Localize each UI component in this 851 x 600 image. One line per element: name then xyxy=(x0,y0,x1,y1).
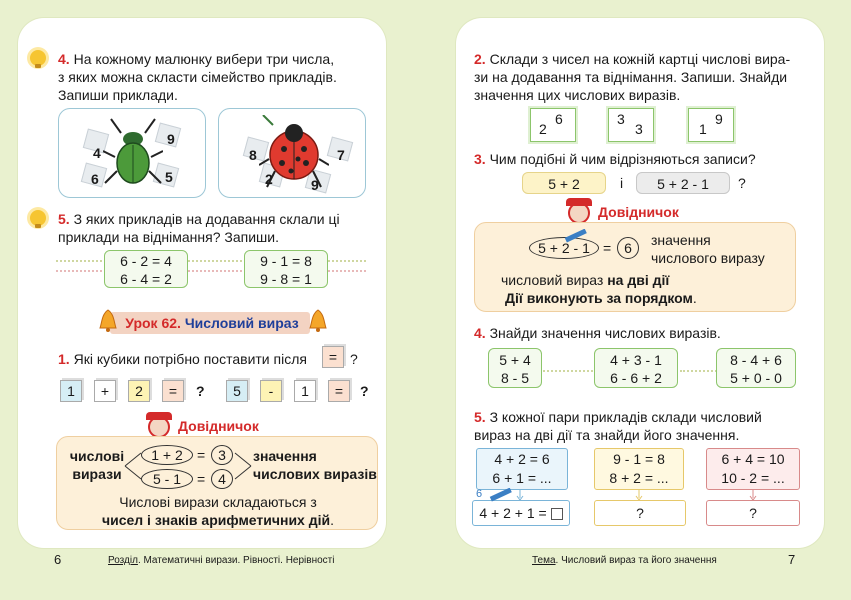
ladybug-number-3: 2 xyxy=(265,171,273,187)
number-card-2: 3 3 xyxy=(608,108,654,142)
ref-note: числовий вираз на дві дії Дії виконують за порядком. xyxy=(501,272,697,306)
expr-b: 5 + 2 - 1 xyxy=(636,172,730,194)
task4-line2: з яких можна скласти сімейство прикладів. xyxy=(58,69,337,85)
arrow-down-icon xyxy=(749,490,757,500)
arrow-down-icon xyxy=(516,490,524,500)
task3-question-mark: ? xyxy=(738,175,746,191)
task4-right-text: 4. Знайди значення числових виразів. xyxy=(474,325,721,341)
left-label: числові вирази xyxy=(69,448,125,482)
pencil-icon xyxy=(561,229,591,243)
task4-right-number: 4. xyxy=(474,325,486,341)
lightbulb-icon xyxy=(30,210,46,226)
task4-text xyxy=(58,50,378,104)
task5-right-number: 5. xyxy=(474,409,486,425)
number-card-1: 2 6 xyxy=(530,108,576,142)
ref-res: 6 xyxy=(617,237,639,259)
cube-equals: = xyxy=(322,346,344,368)
beetle-number-4: 5 xyxy=(165,169,173,185)
beetle-picture xyxy=(58,108,206,198)
reference-box-right xyxy=(474,222,796,312)
page-number-left: 6 xyxy=(54,552,62,567)
pair-2: 9 - 1 = 8 8 + 2 = ... xyxy=(594,448,684,490)
task2-text: 2. Склади з чисел на кожній картці числові вира- зи на додавання та віднімання. Запиши. Знайди значення цих числових виразів. xyxy=(474,51,791,103)
bell-icon xyxy=(308,308,328,332)
pair-1: 4 + 2 = 6 6 + 1 = ... xyxy=(476,448,568,490)
reference-box xyxy=(56,436,378,530)
answer-blank[interactable] xyxy=(551,508,563,520)
reference-title: Довідничок xyxy=(178,418,259,434)
beetle-icon xyxy=(103,117,163,191)
footer-right: Тема. Числовий вираз та його значення xyxy=(532,555,717,566)
task5-box-2: 9 - 1 = 8 9 - 8 = 1 xyxy=(244,250,328,288)
arrow-icon xyxy=(123,449,143,483)
bell-icon xyxy=(98,308,118,332)
conjunction: і xyxy=(620,175,624,191)
cube-equals-1: = xyxy=(162,380,184,402)
number-card-3: 1 9 xyxy=(688,108,734,142)
answer-3[interactable]: ? xyxy=(706,500,800,526)
res1: 3 xyxy=(211,445,233,465)
reference-title-right: Довідничок xyxy=(598,204,679,220)
lesson-name: Числовий вираз xyxy=(184,315,299,331)
page-number-right: 7 xyxy=(788,552,796,567)
eq1: = xyxy=(197,447,206,463)
task4-right-box-2: 4 + 3 - 1 6 - 6 + 2 xyxy=(594,348,678,388)
res2: 4 xyxy=(211,469,233,489)
task3-number: 3. xyxy=(474,151,486,167)
task1-question: Які кубики потрібно поставити після xyxy=(73,351,307,367)
task4-number: 4. xyxy=(58,51,70,67)
ladybug-picture xyxy=(218,108,366,198)
task5-line1: З яких прикладів на додавання склали ці xyxy=(73,211,340,227)
lesson-prefix: Урок 62. xyxy=(125,315,181,331)
right-page xyxy=(456,18,824,548)
cube-equals-2: = xyxy=(328,380,350,402)
task5-right-text: 5. З кожної пари прикладів склади числовий вираз на дві дії та знайди його значення. xyxy=(474,409,762,443)
eq2: = xyxy=(197,471,206,487)
pair-3: 6 + 4 = 10 10 - 2 = ... xyxy=(706,448,800,490)
arrow-icon xyxy=(233,449,253,483)
ladybug-number-2: 7 xyxy=(337,147,345,163)
beetle-number-2: 9 xyxy=(167,131,175,147)
task3-text: 3. Чим подібні й чим відрізняються записи? xyxy=(474,151,756,167)
task1-question-mark: ? xyxy=(350,351,358,367)
task5-line2: приклади на віднімання? Запиши. xyxy=(58,229,279,245)
lesson-title xyxy=(122,314,302,332)
mascot-icon xyxy=(568,202,590,224)
ladybug-number-1: 8 xyxy=(249,147,257,163)
cube-2: 2 xyxy=(128,380,150,402)
ref-expr: 5 + 2 - 1 xyxy=(529,237,599,259)
answer-1: 4 + 2 + 1 = xyxy=(472,500,570,526)
reference-note: Числові вирази складаються з чисел і знаків арифметичних дій. xyxy=(101,494,335,528)
beetle-number-3: 6 xyxy=(91,171,99,187)
task5-text xyxy=(58,210,378,246)
cube-1: 1 xyxy=(60,380,82,402)
task4-right-box-1: 5 + 4 8 - 5 xyxy=(488,348,542,388)
task4-line1: На кожному малюнку вибери три числа, xyxy=(73,51,335,67)
cube-5: 5 xyxy=(226,380,248,402)
ref-value-label: значення числового виразу xyxy=(651,232,765,266)
cube-minus: - xyxy=(260,380,282,402)
footer-left: Розділ. Математичні вирази. Рівності. Нерівності xyxy=(108,555,335,566)
answer1-hint: 6 xyxy=(476,488,483,500)
cube-1b: 1 xyxy=(294,380,316,402)
expr1: 1 + 2 xyxy=(141,445,193,465)
pencil-icon xyxy=(486,488,516,502)
task2-number: 2. xyxy=(474,51,486,67)
task4-right-box-3: 8 - 4 + 6 5 + 0 - 0 xyxy=(716,348,796,388)
ref-eq: = xyxy=(603,240,612,256)
lightbulb-icon xyxy=(30,50,46,66)
right-label: значення числових виразів xyxy=(253,448,377,482)
mascot-icon xyxy=(148,416,170,438)
beetle-number-1: 4 xyxy=(93,145,101,161)
left-page xyxy=(18,18,386,548)
expr-a: 5 + 2 xyxy=(522,172,606,194)
ladybug-number-4: 9 xyxy=(311,177,319,193)
task5-box-1: 6 - 2 = 4 6 - 4 = 2 xyxy=(104,250,188,288)
answer-2[interactable]: ? xyxy=(594,500,686,526)
cube-plus: + xyxy=(94,380,116,402)
task4-line3: Запиши приклади. xyxy=(58,87,178,103)
expr2: 5 - 1 xyxy=(141,469,193,489)
task1-q1: ? xyxy=(196,383,205,399)
task5-number: 5. xyxy=(58,211,70,227)
arrow-down-icon xyxy=(635,490,643,500)
task1-number: 1. xyxy=(58,351,70,367)
task1-q2: ? xyxy=(360,383,369,399)
